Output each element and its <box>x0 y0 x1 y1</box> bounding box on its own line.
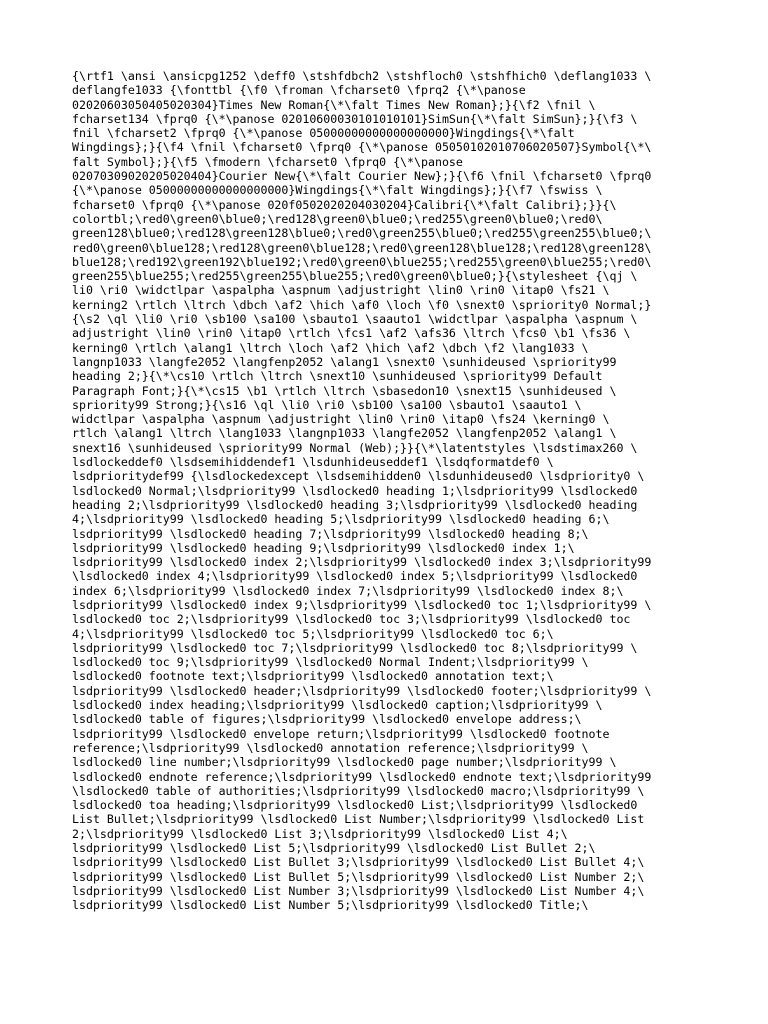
text-line: 02020603050405020304}Times New Roman{\*\falt Times New Roman};}{\f2 \fnil \ <box>72 97 596 112</box>
text-line: {\*\panose 05000000000000000000}Wingdings{\*\falt Wingdings};}{\f7 \fswiss \ <box>72 183 603 198</box>
text-line: \lsdlocked0 index 4;\lsdpriority99 \lsdlocked0 index 5;\lsdpriority99 \lsdlocked0 <box>72 569 638 584</box>
text-line: lsdlocked0 toa heading;\lsdpriority99 \lsdlocked0 List;\lsdpriority99 \lsdlocked0 <box>72 798 638 813</box>
text-line: falt Symbol};}{\f5 \fmodern \fcharset0 \fprq0 {\*\panose <box>72 154 463 169</box>
text-line: fnil \fcharset2 \fprq0 {\*\panose 05000000000000000000}Wingdings{\*\falt <box>72 126 575 141</box>
text-line: rtlch \alang1 \ltrch \lang1033 \langnp1033 \langfe2052 \langfenp2052 \alang1 \ <box>72 426 617 441</box>
text-line: lsdpriority99 \lsdlocked0 List Bullet 5;\lsdpriority99 \lsdlocked0 List Number 2;\ <box>72 869 645 884</box>
text-line: lsdpriority99 \lsdlocked0 List Number 3;\lsdpriority99 \lsdlocked0 List Number 4;\ <box>72 883 645 898</box>
text-line: lsdpriority99 \lsdlocked0 index 9;\lsdpriority99 \lsdlocked0 toc 1;\lsdpriority99 \ <box>72 597 652 612</box>
text-line: lsdlocked0 index heading;\lsdpriority99 \lsdlocked0 caption;\lsdpriority99 \ <box>72 698 603 713</box>
text-line: li0 \ri0 \widctlpar \aspalpha \aspnum \adjustright \lin0 \rin0 \itap0 \fs21 \ <box>72 283 610 298</box>
text-line: kerning0 \rtlch \alang1 \ltrch \loch \af2 \hich \af2 \dbch \f2 \lang1033 \ <box>72 340 589 355</box>
text-line: lsdpriority99 \lsdlocked0 envelope return;\lsdpriority99 \lsdlocked0 footnote <box>72 726 610 741</box>
text-line: langnp1033 \langfe2052 \langfenp2052 \alang1 \snext0 \sunhideused \spriority99 <box>72 354 617 369</box>
text-line: lsdpriority99 \lsdlocked0 toc 7;\lsdpriority99 \lsdlocked0 toc 8;\lsdpriority99 \ <box>72 640 638 655</box>
text-line: lsdpriority99 \lsdlocked0 List 5;\lsdpriority99 \lsdlocked0 List Bullet 2;\ <box>72 841 596 856</box>
text-line: lsdpriority99 \lsdlocked0 header;\lsdpriority99 \lsdlocked0 footer;\lsdpriority99 \ <box>72 683 652 698</box>
text-line: lsdlocked0 endnote reference;\lsdpriority99 \lsdlocked0 endnote text;\lsdpriority99 <box>72 769 652 784</box>
text-line: reference;\lsdpriority99 \lsdlocked0 annotation reference;\lsdpriority99 \ <box>72 740 589 755</box>
text-line <box>72 927 712 941</box>
text-line: lsdlocked0 toc 9;\lsdpriority99 \lsdlocked0 Normal Indent;\lsdpriority99 \ <box>72 655 589 670</box>
text-line: index 6;\lsdpriority99 \lsdlocked0 index 7;\lsdpriority99 \lsdlocked0 index 8;\ <box>72 583 624 598</box>
text-line: red0\green0\blue128;\red128\green0\blue128;\red0\green128\blue128;\red128\green128\ <box>72 240 652 255</box>
text-line: 4;\lsdpriority99 \lsdlocked0 heading 5;\lsdpriority99 \lsdlocked0 heading 6;\ <box>72 512 610 527</box>
text-line: deflangfe1033 {\fonttbl {\f0 \froman \fcharset0 \fprq2 {\*\panose <box>72 83 526 98</box>
text-line <box>72 913 712 927</box>
text-line: green128\blue0;\red128\green128\blue0;\red0\green255\blue0;\red255\green255\blue0;\ <box>72 226 652 241</box>
text-line: kerning2 \rtlch \ltrch \dbch \af2 \hich \af0 \loch \f0 \snext0 \spriority0 Normal;} <box>72 297 652 312</box>
text-line: {\s2 \ql \li0 \ri0 \sb100 \sa100 \sbauto1 \saauto1 \widctlpar \aspalpha \aspnum \ <box>72 312 638 327</box>
text-line: lsdpriority99 \lsdlocked0 List Bullet 3;\lsdpriority99 \lsdlocked0 List Bullet 4;\ <box>72 855 645 870</box>
text-line: blue128;\red192\green192\blue192;\red0\green0\blue255;\red255\green0\blue255;\red0\ <box>72 254 652 269</box>
text-line: lsdpriority99 \lsdlocked0 heading 9;\lsdpriority99 \lsdlocked0 index 1;\ <box>72 540 575 555</box>
text-line: lsdlocked0 table of figures;\lsdpriority99 \lsdlocked0 envelope address;\ <box>72 712 582 727</box>
text-line: lsdlocked0 Normal;\lsdpriority99 \lsdlocked0 heading 1;\lsdpriority99 \lsdlocked0 <box>72 483 638 498</box>
text-line: 2;\lsdpriority99 \lsdlocked0 List 3;\lsdpriority99 \lsdlocked0 List 4;\ <box>72 826 568 841</box>
text-line: fcharset134 \fprq0 {\*\panose 02010600030101010101}SimSun{\*\falt SimSun};}{\f3 \ <box>72 111 638 126</box>
text-line: Paragraph Font;}{\*\cs15 \b1 \rtlch \ltrch \sbasedon10 \snext15 \sunhideused \ <box>72 383 617 398</box>
text-line: 4;\lsdpriority99 \lsdlocked0 toc 5;\lsdpriority99 \lsdlocked0 toc 6;\ <box>72 626 554 641</box>
text-line: lsdlocked0 toc 2;\lsdpriority99 \lsdlocked0 toc 3;\lsdpriority99 \lsdlocked0 toc <box>72 612 631 627</box>
text-line: lsdlocked0 line number;\lsdpriority99 \lsdlocked0 page number;\lsdpriority99 \ <box>72 755 617 770</box>
text-line: lsdpriority99 \lsdlocked0 heading 7;\lsdpriority99 \lsdlocked0 heading 8;\ <box>72 526 589 541</box>
text-line: spriority99 Strong;}{\s16 \ql \li0 \ri0 \sb100 \sa100 \sbauto1 \saauto1 \ <box>72 397 582 412</box>
text-line: fcharset0 \fprq0 {\*\panose 020f0502020204030204}Calibri{\*\falt Calibri};}}{\ <box>72 197 617 212</box>
text-line: widctlpar \aspalpha \aspnum \adjustright \lin0 \rin0 \itap0 \fs24 \kerning0 \ <box>72 412 610 427</box>
rtf-source-text <box>72 69 712 941</box>
text-line: List Bullet;\lsdpriority99 \lsdlocked0 List Number;\lsdpriority99 \lsdlocked0 List <box>72 812 645 827</box>
text-line: lsdpriority99 \lsdlocked0 index 2;\lsdpriority99 \lsdlocked0 index 3;\lsdpriority99 <box>72 555 652 570</box>
text-line: adjustright \lin0 \rin0 \itap0 \rtlch \fcs1 \af2 \afs36 \ltrch \fcs0 \b1 \fs36 \ <box>72 326 631 341</box>
text-line: colortbl;\red0\green0\blue0;\red128\green0\blue0;\red255\green0\blue0;\red0\ <box>72 211 603 226</box>
text-line: 02070309020205020404}Courier New{\*\falt Courier New};}{\f6 \fnil \fcharset0 \fprq0 <box>72 169 652 184</box>
text-line: lsdpriority99 \lsdlocked0 List Number 5;\lsdpriority99 \lsdlocked0 Title;\ <box>72 898 589 913</box>
text-line: green255\blue255;\red255\green255\blue255;\red0\green0\blue0;}{\stylesheet {\qj \ <box>72 269 638 284</box>
text-line: lsdlockeddef0 \lsdsemihiddendef1 \lsdunhideuseddef1 \lsdqformatdef0 \ <box>72 455 554 470</box>
text-line: Wingdings};}{\f4 \fnil \fcharset0 \fprq0 {\*\panose 05050102010706020507}Symbol{\*\ <box>72 140 652 155</box>
text-line: lsdlocked0 footnote text;\lsdpriority99 \lsdlocked0 annotation text;\ <box>72 669 554 684</box>
text-line: heading 2;\lsdpriority99 \lsdlocked0 heading 3;\lsdpriority99 \lsdlocked0 heading <box>72 497 638 512</box>
text-line: snext16 \sunhideused \spriority99 Normal (Web);}}{\*\latentstyles \lsdstimax260 \ <box>72 440 638 455</box>
text-line: {\rtf1 \ansi \ansicpg1252 \deff0 \stshfdbch2 \stshfloch0 \stshfhich0 \deflang1033 \ <box>72 69 652 83</box>
text-line: heading 2;}{\*\cs10 \rtlch \ltrch \snext10 \sunhideused \spriority99 Default <box>72 369 603 384</box>
text-line: \lsdlocked0 table of authorities;\lsdpriority99 \lsdlocked0 macro;\lsdpriority99 \ <box>72 783 645 798</box>
text-line: lsdprioritydef99 {\lsdlockedexcept \lsdsemihidden0 \lsdunhideused0 \lsdpriority0 \ <box>72 469 645 484</box>
